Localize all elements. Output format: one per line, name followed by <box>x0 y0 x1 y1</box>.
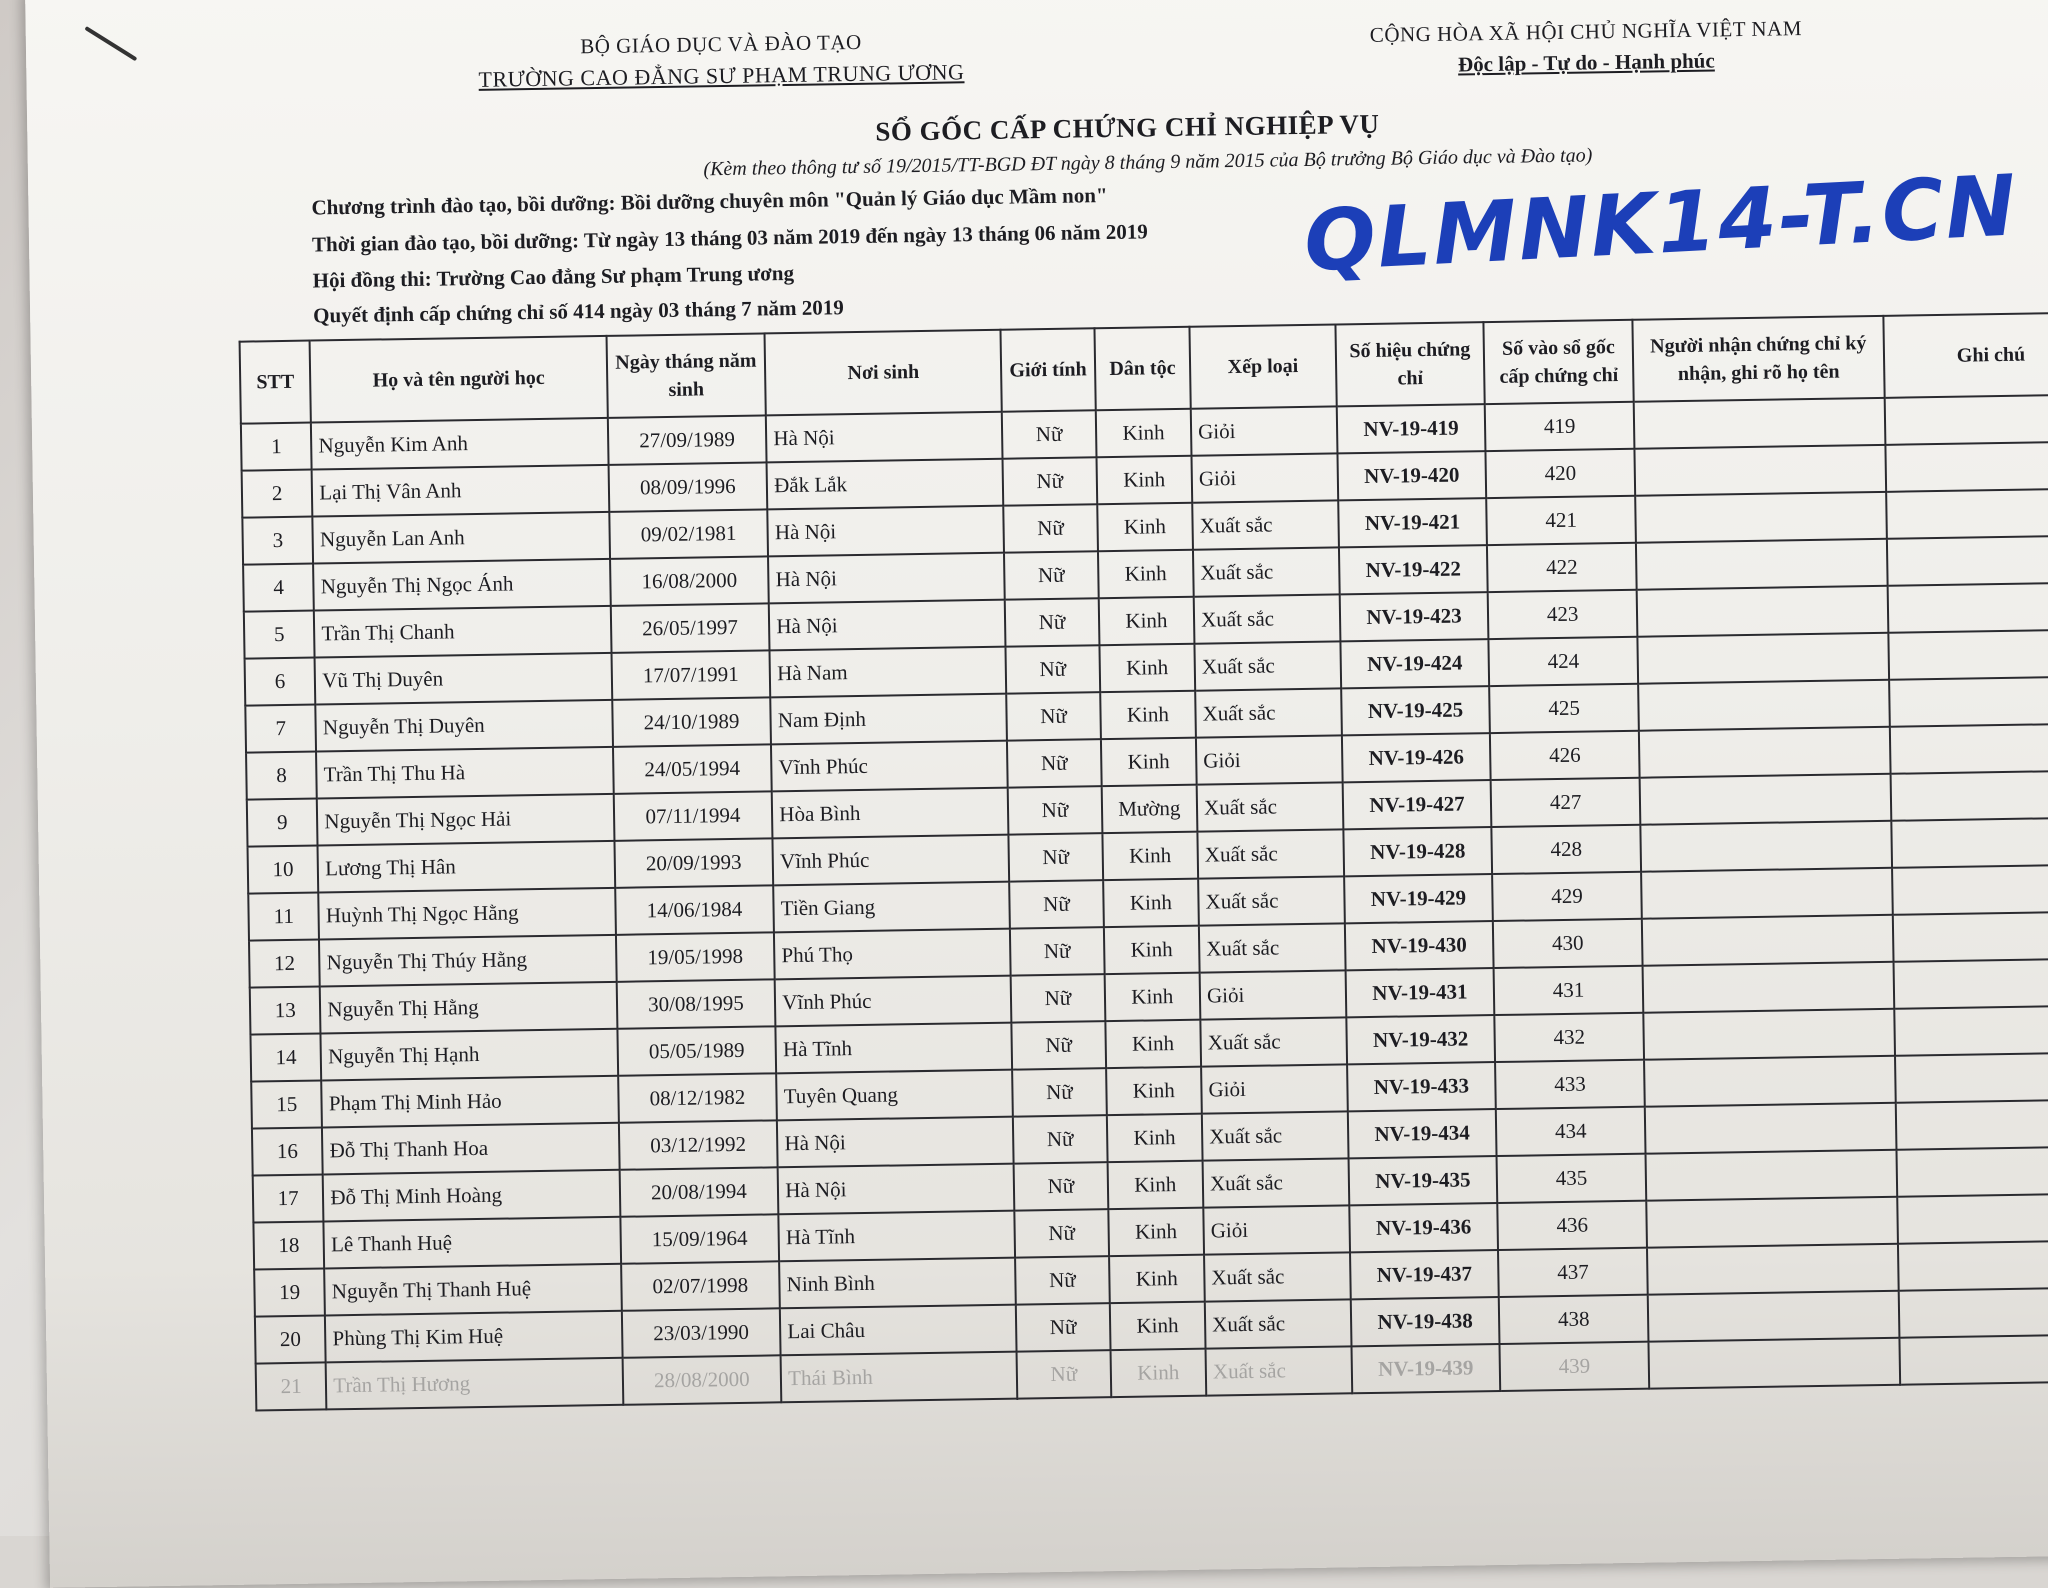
cell-rank: Giỏi <box>1203 1205 1349 1254</box>
cell-code: NV-19-423 <box>1339 592 1488 641</box>
cell-name: Trần Thị Chanh <box>314 606 611 658</box>
cell-code: NV-19-421 <box>1338 498 1487 547</box>
cell-name: Phùng Thị Kim Huệ <box>325 1311 622 1363</box>
cell-name: Nguyễn Thị Hạnh <box>321 1029 618 1081</box>
cell-stt: 4 <box>243 564 314 612</box>
cell-code: NV-19-428 <box>1343 827 1492 876</box>
cell-ethnic: Kinh <box>1109 1255 1205 1303</box>
cell-stt: 15 <box>251 1080 322 1128</box>
cell-code: NV-19-438 <box>1350 1297 1499 1346</box>
cell-note <box>1899 1334 2048 1384</box>
cell-dob: 24/05/1994 <box>613 744 772 793</box>
cell-stt: 1 <box>241 423 312 471</box>
table-body <box>241 394 2048 1410</box>
cell-place: Vĩnh Phúc <box>775 976 1012 1027</box>
cell-place: Hòa Bình <box>772 788 1009 839</box>
cell-code: NV-19-434 <box>1347 1109 1496 1158</box>
page-subtitle: (Kèm theo thông tư số 19/2015/TT-BGD ĐT ngày 8 tháng 9 năm 2015 của Bộ trưởng Bộ Giáo dục và Đào tạo) <box>703 144 1593 181</box>
cell-rank: Xuất sắc <box>1199 923 1345 972</box>
cell-code: NV-19-432 <box>1346 1015 1495 1064</box>
cell-ethnic: Kinh <box>1096 456 1192 504</box>
cell-note <box>1885 441 2048 491</box>
cell-place: Hà Nội <box>768 553 1005 604</box>
cell-name: Huỳnh Thị Ngọc Hằng <box>319 888 616 940</box>
cell-ethnic: Kinh <box>1095 409 1191 457</box>
cell-stt: 2 <box>242 470 313 518</box>
cell-num: 421 <box>1486 496 1635 545</box>
cell-signature <box>1637 633 1889 684</box>
cell-num: 437 <box>1498 1248 1647 1297</box>
cell-dob: 15/09/1964 <box>620 1214 779 1263</box>
cell-stt: 3 <box>242 517 313 565</box>
cell-num: 435 <box>1497 1154 1646 1203</box>
council-info: Hội đồng thi: Trường Cao đẳng Sư phạm Trung ương <box>312 260 795 293</box>
column-header: STT <box>240 341 312 424</box>
cell-gender: Nữ <box>1004 551 1098 599</box>
cell-num: 431 <box>1494 966 1643 1015</box>
cell-signature <box>1642 915 1894 966</box>
cell-ethnic: Kinh <box>1108 1208 1204 1256</box>
cell-code: NV-19-430 <box>1345 921 1494 970</box>
column-header: Dân tộc <box>1094 327 1191 410</box>
cell-stt: 17 <box>253 1174 324 1222</box>
cell-rank: Xuất sắc <box>1206 1346 1352 1395</box>
certificate-roster-table <box>239 311 2048 1411</box>
cell-dob: 07/11/1994 <box>613 791 772 840</box>
cell-num: 434 <box>1496 1107 1645 1156</box>
cell-dob: 08/12/1982 <box>618 1073 777 1122</box>
cell-stt: 16 <box>252 1127 323 1175</box>
cell-place: Phú Thọ <box>774 929 1011 980</box>
cell-num: 430 <box>1493 919 1642 968</box>
cell-name: Nguyễn Lan Anh <box>313 512 610 564</box>
cell-ethnic: Kinh <box>1104 926 1200 974</box>
cell-code: NV-19-436 <box>1349 1203 1498 1252</box>
cell-stt: 21 <box>256 1362 327 1410</box>
column-header: Người nhận chứng chỉ ký nhận, ghi rõ họ tên <box>1632 316 1884 402</box>
cell-note <box>1888 629 2048 679</box>
cell-code: NV-19-433 <box>1347 1062 1496 1111</box>
cell-code: NV-19-422 <box>1339 545 1488 594</box>
cell-note <box>1892 864 2048 914</box>
cell-rank: Xuất sắc <box>1194 594 1340 643</box>
cell-dob: 09/02/1981 <box>609 509 768 558</box>
cell-place: Ninh Bình <box>779 1258 1016 1309</box>
cell-note <box>1896 1146 2048 1196</box>
cell-signature <box>1648 1291 1900 1342</box>
cell-num: 428 <box>1492 825 1641 874</box>
cell-signature <box>1645 1150 1897 1201</box>
cell-stt: 13 <box>250 986 321 1034</box>
cell-name: Nguyễn Thị Ngọc Hải <box>317 794 614 846</box>
cell-note <box>1886 488 2048 538</box>
cell-place: Hà Nội <box>778 1164 1015 1215</box>
column-header: Giới tính <box>1001 328 1096 411</box>
cell-num: 425 <box>1489 684 1638 733</box>
cell-num: 426 <box>1490 731 1639 780</box>
cell-dob: 08/09/1996 <box>608 462 767 511</box>
cell-rank: Giỏi <box>1192 453 1338 502</box>
cell-ethnic: Kinh <box>1102 832 1198 880</box>
cell-stt: 18 <box>253 1221 324 1269</box>
cell-ethnic: Kinh <box>1104 973 1200 1021</box>
cell-signature <box>1641 868 1893 919</box>
cell-gender: Nữ <box>1002 410 1096 458</box>
cell-num: 424 <box>1489 637 1638 686</box>
cell-note <box>1888 582 2048 632</box>
cell-rank: Xuất sắc <box>1205 1299 1351 1348</box>
cell-ethnic: Kinh <box>1109 1302 1205 1350</box>
cell-gender: Nữ <box>1013 1115 1107 1163</box>
cell-ethnic: Kinh <box>1098 550 1194 598</box>
school-name: TRƯỜNG CAO ĐẲNG SƯ PHẠM TRUNG ƯƠNG <box>478 59 965 92</box>
cell-name: Đỗ Thị Thanh Hoa <box>322 1123 619 1175</box>
cell-ethnic: Kinh <box>1100 691 1196 739</box>
cell-code: NV-19-437 <box>1350 1250 1499 1299</box>
cell-ethnic: Kinh <box>1101 738 1197 786</box>
cell-stt: 11 <box>248 893 319 941</box>
column-header: Ghi chú <box>1883 312 2048 397</box>
cell-name: Đỗ Thị Minh Hoàng <box>323 1170 620 1222</box>
ministry-name: BỘ GIÁO DỤC VÀ ĐÀO TẠO <box>580 29 862 59</box>
cell-code: NV-19-429 <box>1344 874 1493 923</box>
cell-dob: 20/09/1993 <box>614 838 773 887</box>
cell-place: Hà Nội <box>768 506 1005 557</box>
cell-note <box>1887 535 2048 585</box>
cell-dob: 17/07/1991 <box>611 650 770 699</box>
cell-num: 427 <box>1491 778 1640 827</box>
cell-name: Vũ Thị Duyên <box>315 653 612 705</box>
cell-ethnic: Kinh <box>1106 1067 1202 1115</box>
cell-rank: Giỏi <box>1201 1064 1347 1113</box>
cell-stt: 14 <box>250 1033 321 1081</box>
page-title: SỔ GỐC CẤP CHỨNG CHỈ NGHIỆP VỤ <box>875 108 1380 147</box>
cell-dob: 20/08/1994 <box>619 1167 778 1216</box>
cell-gender: Nữ <box>1015 1209 1109 1257</box>
cell-ethnic: Kinh <box>1103 879 1199 927</box>
cell-dob: 19/05/1998 <box>616 932 775 981</box>
column-header: Số vào sổ gốc cấp chứng chỉ <box>1484 320 1634 404</box>
cell-signature <box>1635 492 1887 543</box>
cell-ethnic: Kinh <box>1110 1349 1206 1397</box>
cell-dob: 24/10/1989 <box>612 697 771 746</box>
cell-signature <box>1644 1056 1896 1107</box>
column-header: Họ và tên người học <box>310 336 608 423</box>
cell-gender: Nữ <box>1014 1162 1108 1210</box>
cell-gender: Nữ <box>1009 880 1103 928</box>
cell-num: 419 <box>1485 402 1634 451</box>
cell-code: NV-19-419 <box>1336 404 1485 453</box>
cell-rank: Xuất sắc <box>1202 1111 1348 1160</box>
cell-dob: 30/08/1995 <box>616 979 775 1028</box>
cell-rank: Xuất sắc <box>1204 1252 1350 1301</box>
column-header: Ngày tháng năm sinh <box>606 333 766 417</box>
cell-gender: Nữ <box>1016 1303 1110 1351</box>
cell-note <box>1889 676 2048 726</box>
cell-note <box>1897 1193 2048 1243</box>
cell-dob: 23/03/1990 <box>621 1308 780 1357</box>
cell-rank: Xuất sắc <box>1197 782 1343 831</box>
handwritten-annotation: QLMNK14-T.CN <box>1301 156 2021 291</box>
cell-name: Trần Thị Thu Hà <box>316 747 613 799</box>
cell-place: Tiền Giang <box>773 882 1010 933</box>
cell-rank: Xuất sắc <box>1192 500 1338 549</box>
cell-signature <box>1645 1103 1897 1154</box>
column-header: Số hiệu chứng chỉ <box>1335 322 1485 406</box>
cell-rank: Xuất sắc <box>1203 1158 1349 1207</box>
cell-code: NV-19-439 <box>1351 1344 1500 1393</box>
cell-dob: 05/05/1989 <box>617 1026 776 1075</box>
cell-stt: 19 <box>254 1268 325 1316</box>
cell-name: Nguyễn Thị Duyên <box>316 700 613 752</box>
issuer-header <box>421 27 1022 93</box>
cell-name: Phạm Thị Minh Hảo <box>321 1076 618 1128</box>
cell-code: NV-19-424 <box>1340 639 1489 688</box>
cell-signature <box>1637 586 1889 637</box>
cell-place: Thái Bình <box>781 1352 1018 1403</box>
cell-gender: Nữ <box>1005 598 1099 646</box>
cell-num: 436 <box>1498 1201 1647 1250</box>
cell-signature <box>1634 398 1886 449</box>
cell-place: Lai Châu <box>780 1305 1017 1356</box>
cell-gender: Nữ <box>1012 1068 1106 1116</box>
cell-gender: Nữ <box>1003 457 1097 505</box>
column-header: Xếp loại <box>1190 324 1337 408</box>
document-page <box>25 0 2048 1588</box>
cell-name: Lê Thanh Huệ <box>324 1217 621 1269</box>
cell-name: Nguyễn Thị Hằng <box>320 982 617 1034</box>
cell-dob: 14/06/1984 <box>615 885 774 934</box>
cell-note <box>1885 394 2048 444</box>
cell-rank: Giỏi <box>1200 970 1346 1019</box>
cell-name: Nguyễn Thị Thúy Hằng <box>319 935 616 987</box>
cell-num: 432 <box>1495 1013 1644 1062</box>
cell-signature <box>1638 680 1890 731</box>
cell-dob: 02/07/1998 <box>621 1261 780 1310</box>
cell-note <box>1898 1240 2048 1290</box>
cell-code: NV-19-427 <box>1342 780 1491 829</box>
cell-code: NV-19-425 <box>1341 686 1490 735</box>
cell-signature <box>1634 445 1886 496</box>
cell-signature <box>1642 962 1894 1013</box>
cell-ethnic: Kinh <box>1098 597 1194 645</box>
cell-ethnic: Mường <box>1101 785 1197 833</box>
cell-gender: Nữ <box>1004 504 1098 552</box>
cell-gender: Nữ <box>1006 692 1100 740</box>
cell-note <box>1890 723 2048 773</box>
cell-gender: Nữ <box>1007 739 1101 787</box>
cell-note <box>1896 1099 2048 1149</box>
cell-num: 420 <box>1486 449 1635 498</box>
cell-note <box>1894 958 2048 1008</box>
cell-place: Tuyên Quang <box>776 1070 1013 1121</box>
national-header <box>1306 15 1867 80</box>
cell-ethnic: Kinh <box>1106 1114 1202 1162</box>
cell-place: Hà Tĩnh <box>776 1023 1013 1074</box>
cell-dob: 03/12/1992 <box>618 1120 777 1169</box>
cell-signature <box>1640 821 1892 872</box>
cell-note <box>1891 817 2048 867</box>
cell-dob: 28/08/2000 <box>622 1355 781 1404</box>
cell-rank: Giỏi <box>1196 735 1342 784</box>
cell-stt: 7 <box>245 705 316 753</box>
cell-stt: 10 <box>248 846 319 894</box>
cell-stt: 6 <box>245 658 316 706</box>
national-motto: Độc lập - Tự do - Hạnh phúc <box>1457 48 1715 77</box>
cell-ethnic: Kinh <box>1097 503 1193 551</box>
duration-info: Thời gian đào tạo, bồi dưỡng: Từ ngày 13 tháng 03 năm 2019 đến ngày 13 tháng 06 năm 2019 <box>311 219 1148 257</box>
cell-rank: Xuất sắc <box>1193 547 1339 596</box>
cell-stt: 20 <box>255 1315 326 1363</box>
cell-signature <box>1646 1197 1898 1248</box>
cell-gender: Nữ <box>1017 1350 1111 1398</box>
cell-code: NV-19-426 <box>1342 733 1491 782</box>
decision-info: Quyết định cấp chứng chỉ số 414 ngày 03 tháng 7 năm 2019 <box>312 295 845 328</box>
cell-stt: 8 <box>246 752 317 800</box>
cell-place: Hà Nội <box>769 600 1006 651</box>
cell-gender: Nữ <box>1006 645 1100 693</box>
cell-gender: Nữ <box>1010 927 1104 975</box>
cell-rank: Giỏi <box>1191 406 1337 455</box>
cell-gender: Nữ <box>1009 833 1103 881</box>
cell-note <box>1894 1005 2048 1055</box>
cell-signature <box>1640 774 1892 825</box>
cell-place: Hà Nội <box>777 1117 1014 1168</box>
cell-rank: Xuất sắc <box>1194 641 1340 690</box>
cell-gender: Nữ <box>1011 974 1105 1022</box>
cell-num: 433 <box>1495 1060 1644 1109</box>
cell-name: Nguyễn Kim Anh <box>311 418 608 470</box>
cell-signature <box>1643 1009 1895 1060</box>
cell-place: Vĩnh Phúc <box>773 835 1010 886</box>
cell-rank: Xuất sắc <box>1197 829 1343 878</box>
column-header: Nơi sinh <box>765 330 1002 416</box>
cell-stt: 5 <box>244 611 315 659</box>
cell-ethnic: Kinh <box>1105 1020 1201 1068</box>
cell-place: Nam Định <box>770 694 1007 745</box>
cell-dob: 27/09/1989 <box>607 415 766 464</box>
cell-stt: 12 <box>249 939 320 987</box>
cell-signature <box>1639 727 1891 778</box>
cell-stt: 9 <box>247 799 318 847</box>
cell-num: 422 <box>1487 543 1636 592</box>
cell-num: 438 <box>1499 1295 1648 1344</box>
cell-name: Lại Thị Vân Anh <box>312 465 609 517</box>
cell-rank: Xuất sắc <box>1200 1017 1346 1066</box>
cell-num: 423 <box>1488 590 1637 639</box>
cell-code: NV-19-420 <box>1337 451 1486 500</box>
cell-dob: 26/05/1997 <box>610 603 769 652</box>
cell-place: Đắk Lắk <box>767 459 1004 510</box>
program-info: Chương trình đào tạo, bồi dưỡng: Bồi dưỡng chuyên môn "Quản lý Giáo dục Mầm non" <box>311 183 1108 220</box>
cell-signature <box>1648 1338 1900 1389</box>
cell-note <box>1891 770 2048 820</box>
cell-place: Hà Nam <box>770 647 1007 698</box>
republic-name: CỘNG HÒA XÃ HỘI CHỦ NGHĨA VIỆT NAM <box>1369 16 1803 47</box>
cell-gender: Nữ <box>1012 1021 1106 1069</box>
cell-place: Hà Nội <box>766 412 1003 463</box>
cell-gender: Nữ <box>1008 786 1102 834</box>
cell-dob: 16/08/2000 <box>610 556 769 605</box>
cell-place: Hà Tĩnh <box>779 1211 1016 1262</box>
cell-rank: Xuất sắc <box>1195 688 1341 737</box>
cell-signature <box>1647 1244 1899 1295</box>
cell-name: Lương Thị Hân <box>318 841 615 893</box>
cell-name: Nguyễn Thị Ngọc Ánh <box>313 559 610 611</box>
cell-place: Vĩnh Phúc <box>771 741 1008 792</box>
cell-ethnic: Kinh <box>1107 1161 1203 1209</box>
pen-stroke-mark <box>84 26 137 61</box>
cell-gender: Nữ <box>1015 1256 1109 1304</box>
cell-name: Nguyễn Thị Thanh Huệ <box>324 1264 621 1316</box>
cell-signature <box>1636 539 1888 590</box>
cell-num: 429 <box>1492 872 1641 921</box>
cell-note <box>1893 911 2048 961</box>
cell-code: NV-19-431 <box>1345 968 1494 1017</box>
cell-num: 439 <box>1500 1342 1649 1391</box>
cell-rank: Xuất sắc <box>1198 876 1344 925</box>
cell-note <box>1895 1052 2048 1102</box>
cell-ethnic: Kinh <box>1099 644 1195 692</box>
cell-note <box>1899 1287 2048 1337</box>
cell-code: NV-19-435 <box>1348 1156 1497 1205</box>
cell-name: Trần Thị Hương <box>326 1358 623 1410</box>
